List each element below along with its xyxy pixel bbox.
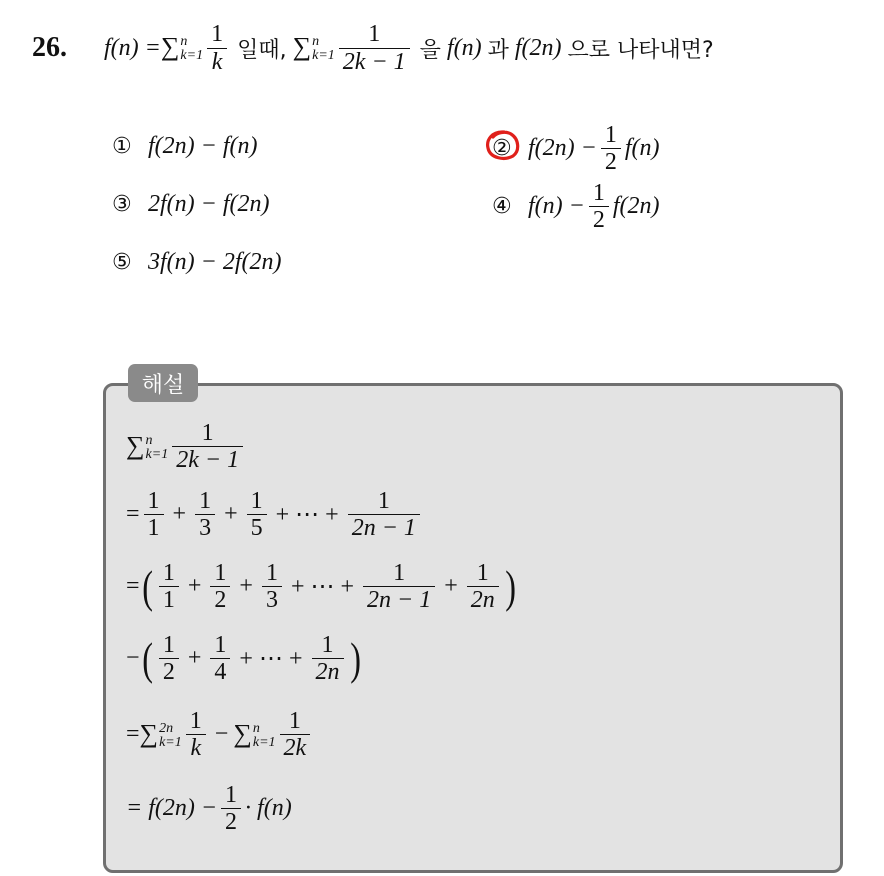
- frac-den: k: [186, 734, 206, 761]
- frac-den: 2k − 1: [339, 48, 410, 75]
- summation: [233, 719, 275, 751]
- frac-den: k: [207, 48, 227, 75]
- choice-expression-b: f(2n): [612, 193, 660, 220]
- sum-lower: k=1: [159, 735, 182, 751]
- choice-4[interactable]: [492, 180, 660, 234]
- choice-number: ⑤: [112, 250, 132, 275]
- frac-num: 1: [199, 488, 212, 514]
- fraction: [363, 560, 435, 614]
- summation-1: [161, 32, 203, 64]
- equals-sign: =: [126, 573, 140, 600]
- left-paren: (: [141, 632, 153, 684]
- choice-number: [492, 136, 528, 161]
- sigma-symbol: ∑: [160, 31, 180, 61]
- summation: [126, 431, 168, 463]
- left-paren: (: [141, 560, 153, 612]
- frac-den: 5: [247, 514, 267, 541]
- frac-den: 2: [221, 808, 241, 835]
- solution-line-5: [126, 708, 314, 762]
- ellipsis: + ⋯ +: [290, 574, 355, 601]
- summation-2: [293, 32, 335, 64]
- fraction: [348, 488, 420, 542]
- frac-num: 1: [162, 560, 175, 586]
- frac-den: 2n − 1: [363, 586, 435, 613]
- choice-number: ①: [112, 134, 132, 159]
- fraction: [280, 708, 311, 762]
- frac-den: 2n: [312, 658, 344, 685]
- minus-sign: −: [214, 721, 229, 748]
- fraction-half: [589, 180, 609, 234]
- sum-upper: n: [252, 720, 260, 736]
- frac-den: 1: [144, 514, 164, 541]
- fraction: [159, 560, 179, 614]
- red-circle-mark-icon: [484, 128, 522, 164]
- fraction: [312, 632, 344, 686]
- fraction: [195, 488, 215, 542]
- solution-line-2: [126, 488, 424, 542]
- frac-num: 1: [147, 488, 160, 514]
- f-n: f(n): [446, 34, 482, 61]
- frac-den: 2: [210, 586, 230, 613]
- frac-den: 3: [195, 514, 215, 541]
- sigma-symbol: ∑: [233, 718, 252, 748]
- frac-num: 1: [592, 180, 605, 206]
- right-paren: ): [349, 632, 361, 684]
- fraction: [186, 708, 206, 762]
- frac-den: 2n − 1: [348, 514, 420, 541]
- sigma-symbol: ∑: [292, 31, 312, 61]
- solution-line-6: [126, 782, 292, 836]
- solution-tag: 해설: [128, 364, 198, 402]
- fraction-half: [601, 122, 621, 176]
- expression-tail: · f(n): [245, 795, 292, 822]
- choice-number: ④: [492, 194, 512, 220]
- frac-num: 1: [265, 560, 278, 586]
- frac-num: 1: [211, 21, 224, 48]
- frac-num: 1: [288, 708, 301, 734]
- frac-num: 1: [476, 560, 489, 586]
- choice-expression: f(2n) − f(n): [148, 133, 258, 159]
- frac-num: 1: [189, 708, 202, 734]
- choice-expression: 3f(n) − 2f(2n): [148, 249, 282, 275]
- frac-den: 2k: [280, 734, 311, 761]
- choice-number-text: ②: [492, 136, 512, 162]
- frac-den: 4: [210, 658, 230, 685]
- frac-num: 1: [604, 122, 617, 148]
- equals-sign: =: [126, 721, 140, 748]
- plus: +: [239, 573, 253, 600]
- sum-upper: n: [145, 432, 153, 448]
- text-when: 일때,: [237, 37, 287, 63]
- frac-den: 2n: [467, 586, 499, 613]
- sum-upper: n: [180, 33, 188, 49]
- question-line: [32, 18, 862, 78]
- plus: +: [444, 573, 458, 600]
- equals-sign: =: [126, 501, 140, 528]
- frac-num: 1: [214, 632, 227, 658]
- solution-line-1: [126, 420, 247, 474]
- minus-sign: −: [126, 645, 140, 672]
- sum-upper: n: [312, 33, 320, 49]
- fraction: [210, 632, 230, 686]
- f-2n: f(2n): [514, 34, 562, 61]
- sum-lower: k=1: [180, 48, 204, 64]
- choice-1[interactable]: [112, 133, 258, 160]
- ellipsis: + ⋯ +: [239, 646, 303, 673]
- frac-den: 2: [159, 658, 179, 685]
- frac-num: 1: [368, 21, 381, 48]
- expression-head: = f(2n) −: [126, 795, 218, 822]
- fraction-1-over-2k-1: [339, 21, 410, 75]
- solution-line-3: [126, 560, 518, 614]
- choice-expression-a: f(2n) −: [528, 135, 597, 162]
- frac-den: 2: [589, 206, 609, 233]
- frac-num: 1: [377, 488, 390, 514]
- fraction: [144, 488, 164, 542]
- frac-num: 1: [393, 560, 406, 586]
- sum-upper: 2n: [159, 720, 174, 736]
- fraction: [467, 560, 499, 614]
- sum-lower: k=1: [312, 48, 335, 64]
- summation: [140, 719, 182, 751]
- frac-num: 1: [162, 632, 175, 658]
- fraction: [262, 560, 282, 614]
- frac-den: 2k − 1: [172, 446, 243, 473]
- plus: +: [187, 645, 202, 672]
- frac-num: 1: [225, 782, 238, 808]
- f-definition-lhs: f(n) =: [104, 34, 161, 61]
- solution-line-4: [126, 632, 363, 686]
- choice-expression-a: f(n) −: [528, 193, 585, 220]
- frac-den: 1: [159, 586, 179, 613]
- fraction: [247, 488, 267, 542]
- choice-number: ③: [112, 192, 132, 217]
- sigma-symbol: ∑: [126, 430, 145, 460]
- fraction: [159, 632, 179, 686]
- right-paren: ): [505, 560, 516, 612]
- plus: +: [172, 501, 187, 528]
- choice-2[interactable]: [492, 122, 660, 176]
- sum-lower: k=1: [145, 447, 169, 463]
- sigma-symbol: ∑: [139, 718, 159, 748]
- text-eul: 을: [419, 37, 441, 63]
- frac-num: 1: [214, 560, 227, 586]
- choice-expression-b: f(n): [624, 135, 660, 162]
- frac-den: 3: [262, 586, 282, 613]
- ellipsis: + ⋯ +: [275, 502, 339, 529]
- choice-5[interactable]: [112, 249, 282, 276]
- text-end: 으로 나타내면?: [567, 37, 714, 63]
- frac-num: 1: [201, 420, 214, 446]
- choice-expression: 2f(n) − f(2n): [148, 191, 270, 217]
- plus: +: [187, 573, 202, 600]
- frac-num: 1: [250, 488, 263, 514]
- text-gwa: 과: [487, 37, 509, 63]
- frac-den: 2: [601, 148, 621, 175]
- sum-lower: k=1: [252, 735, 276, 751]
- frac-num: 1: [321, 632, 334, 658]
- choice-3[interactable]: [112, 191, 270, 218]
- fraction-1-over-k: [207, 21, 227, 75]
- fraction: [172, 420, 243, 474]
- plus: +: [224, 501, 238, 528]
- fraction: [221, 782, 241, 836]
- question-number: 26.: [32, 32, 67, 63]
- fraction: [210, 560, 230, 614]
